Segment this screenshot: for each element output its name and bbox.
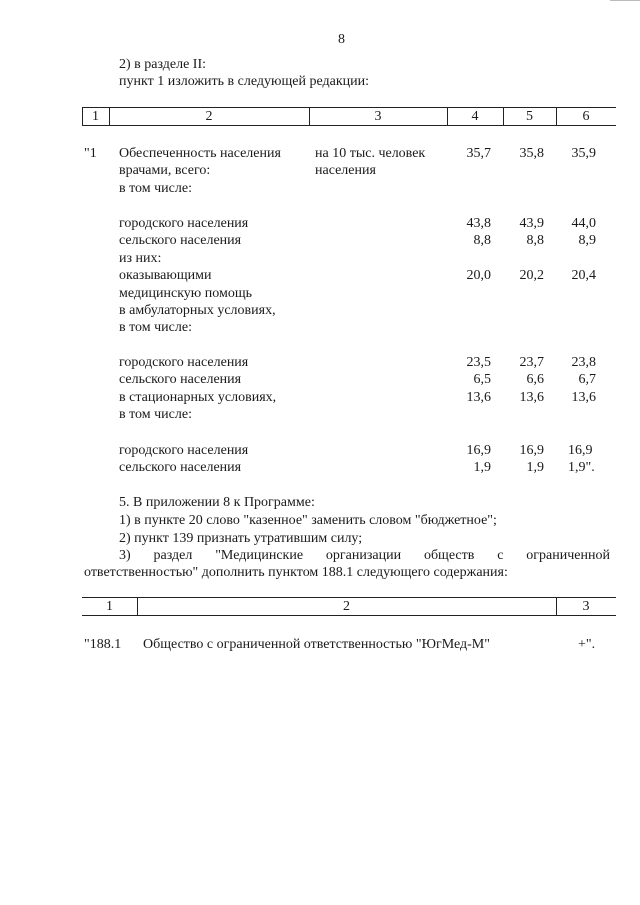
table2-header-cell: 3 — [582, 599, 590, 614]
table2-header-cell: 1 — [106, 599, 113, 614]
table1-indicator-name: Обеспеченность населения врачами, всего: в том числе: — [119, 146, 281, 196]
table1-header-cell: 6 — [582, 109, 590, 124]
section5-item-1: 1) в пункте 20 слово "казенное" заменить словом "бюджетное"; — [119, 513, 497, 528]
table1-value-column: 23,7 6,6 13,6 — [519, 355, 544, 405]
table1-value: 35,7 — [466, 146, 491, 161]
table1-value-column: 43,9 8,8 20,2 — [519, 216, 544, 284]
table1-value: 35,8 — [519, 146, 544, 161]
table1-value-column: 44,0 8,9 20,4 — [571, 216, 596, 284]
table1-value-column: 23,5 6,5 13,6 — [466, 355, 491, 405]
section5-item-2: 2) пункт 139 признать утратившим силу; — [119, 531, 363, 546]
page-corner-mark — [610, 0, 640, 7]
table2-row-number: "188.1 — [84, 637, 122, 652]
table1-header-cell: 4 — [471, 109, 479, 124]
section5-item-3: 3) раздел "Медицинские организации обществ с ограниченной — [119, 548, 610, 563]
table1-value-column: 16,9 1,9 — [466, 443, 491, 476]
page-number: 8 — [338, 32, 345, 47]
table1-value: 35,9 — [571, 146, 596, 161]
intro-section-ref: 2) в разделе II: — [119, 57, 207, 72]
table2-row-mark: +". — [578, 637, 596, 652]
table1-header-cell: 1 — [92, 109, 99, 124]
table1-row-number: "1 — [84, 146, 97, 161]
table1-indicator-name: городского населения сельского населения в стационарных условиях, в том числе: — [119, 355, 277, 423]
table1-unit: на 10 тыс. человек населения — [315, 146, 426, 179]
table1-header-cell: 2 — [205, 109, 213, 124]
section5-item-3-continuation: ответственностью" дополнить пунктом 188.1 следующего содержания: — [84, 565, 508, 580]
table1-header-bottom-border — [82, 125, 616, 126]
table1-value-column: 16,9 1,9 — [519, 443, 544, 476]
section5-heading: 5. В приложении 8 к Программе: — [119, 495, 315, 510]
table1-value-column: 43,8 8,8 20,0 — [466, 216, 491, 284]
table1-header-cell: 5 — [526, 109, 533, 124]
table1-value-column: 16,9 1,9". — [568, 443, 595, 476]
table2-header-bottom-border — [82, 615, 616, 616]
table1-indicator-name: городского населения сельского населения — [119, 443, 249, 476]
table2-organization-name: Общество с ограниченной ответственностью "ЮгМед-М" — [143, 637, 490, 652]
intro-instruction: пункт 1 изложить в следующей редакции: — [119, 74, 369, 89]
table1-header-cell: 3 — [374, 109, 382, 124]
table1-value-column: 23,8 6,7 13,6 — [571, 355, 596, 405]
table2-header-cell: 2 — [343, 599, 350, 614]
table1-indicator-name: городского населения сельского населения из них: оказывающими медицинскую помощь в амбулаторных условиях, в том числе: — [119, 216, 276, 336]
